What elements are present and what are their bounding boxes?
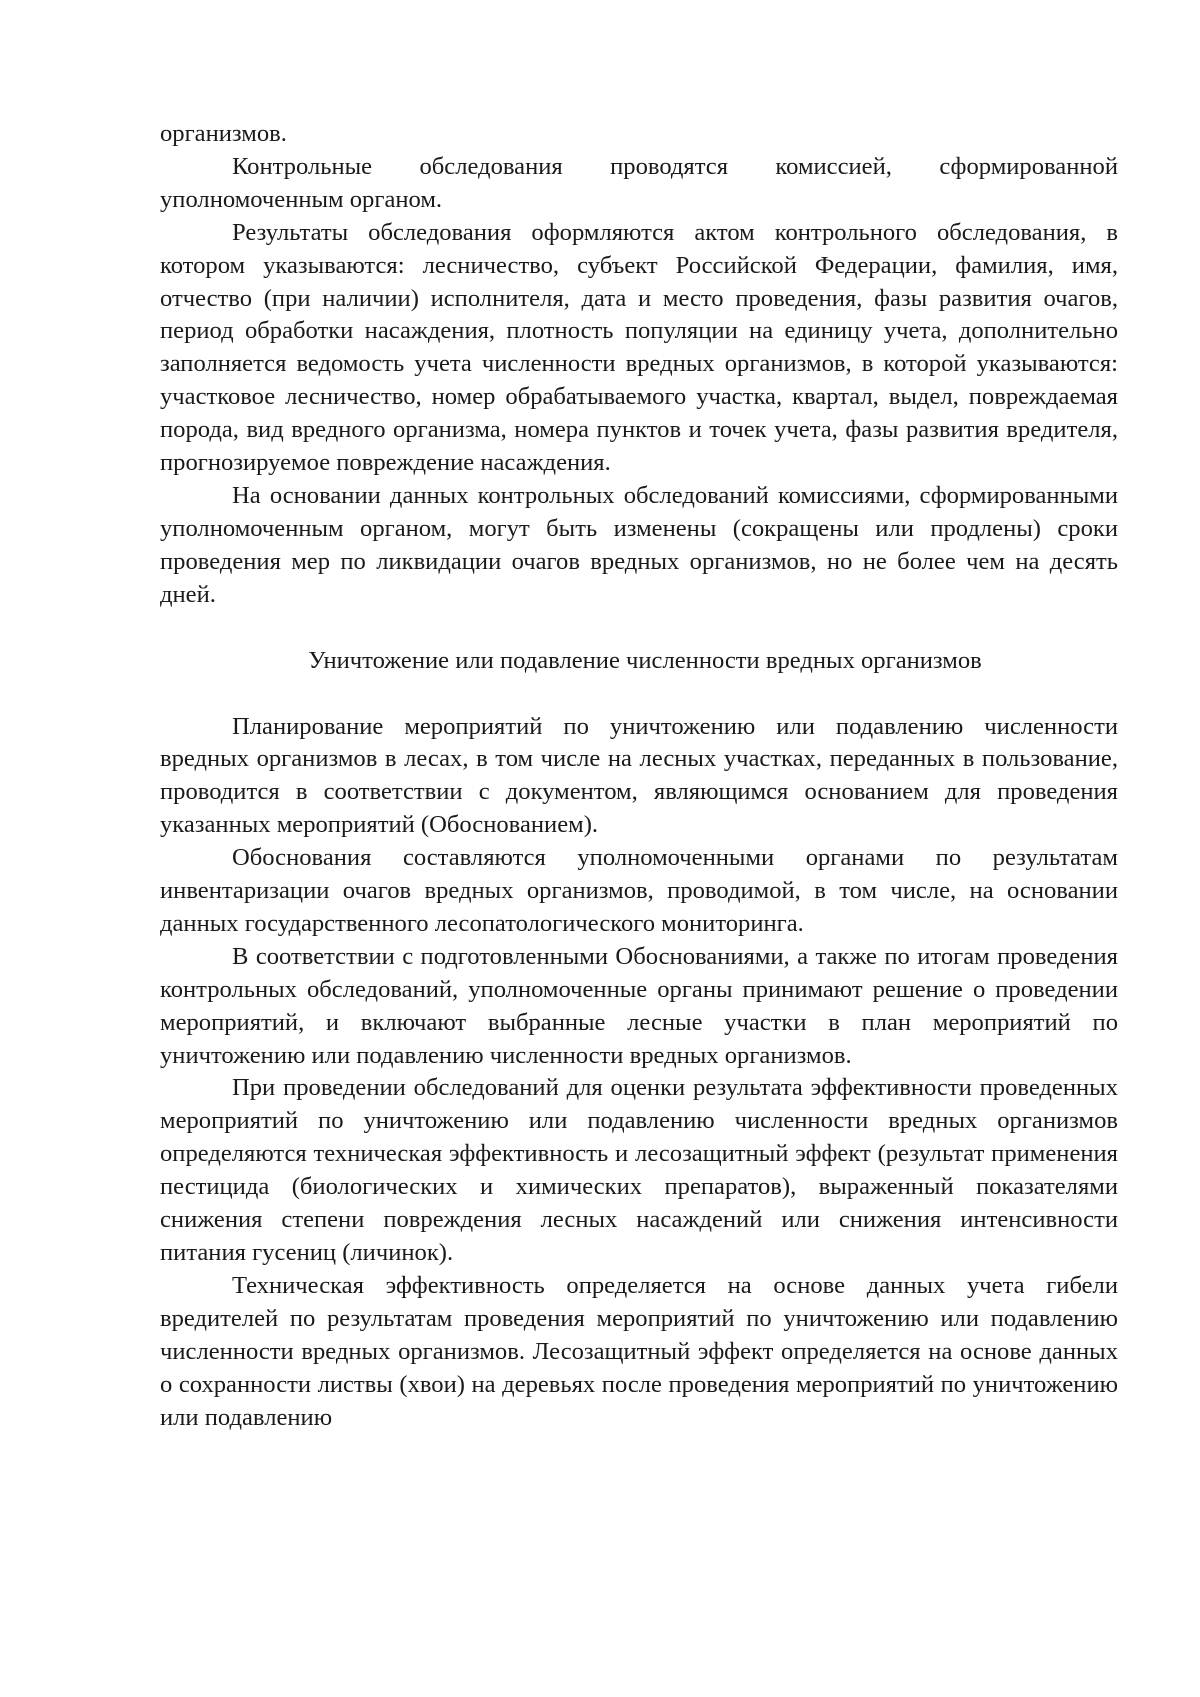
document-body bbox=[160, 118, 1118, 1434]
paragraph-deadline-changes: На основании данных контрольных обследований комиссиями, сформированными уполномоченным органом, могут быть изменены (сокращены или продлены) сроки проведения мер по ликвидации очагов вредных организмов, но не более чем на десять дней. bbox=[160, 481, 1118, 608]
paragraph-justifications: Обоснования составляются уполномоченными органами по результатам инвентаризации очагов вредных организмов, проводимой, в том числе, на основании данных государственного лесопатологического мониторинга. bbox=[160, 844, 1118, 937]
section-heading: Уничтожение или подавление численности вредных организмов bbox=[308, 646, 982, 674]
paragraph-planning: Планирование мероприятий по уничтожению или подавлению численности вредных организмов в лесах, в том числе на лесных участках, переданных в пользование, проводится в соответствии с документом, являющимся основанием для проведения указанных мероприятий (Обоснованием). bbox=[160, 712, 1118, 839]
paragraph-control-surveys: Контрольные обследования проводятся комиссией, сформированной уполномоченным органом. bbox=[160, 152, 1118, 213]
paragraph-continuation: организмов. bbox=[160, 120, 287, 147]
paragraph-survey-results: Результаты обследования оформляются актом контрольного обследования, в котором указываются: лесничество, субъект Российской Федерации, фамилия, имя, отчество (при наличии) исполнителя, дата и место проведения, фазы развития очагов, период обработки насаждения, плотность популяции на единицу учета, дополнительно заполняется ведомость учета численности вредных организмов, в которой указываются: участковое лесничество, номер обрабатываемого участка, квартал, выдел, повреждаемая порода, вид вредного организма, номера пунктов и точек учета, фазы развития вредителя, прогнозируемое повреждение насаждения. bbox=[160, 218, 1118, 477]
paragraph-effectiveness: При проведении обследований для оценки результата эффективности проведенных мероприятий по уничтожению или подавлению численности вредных организмов определяются техническая эффективность и лесозащитный эффект (результат применения пестицида (биологических и химических препаратов), выраженный показателями снижения степени повреждения лесных насаждений или снижения интенсивности питания гусениц (личинок). bbox=[160, 1074, 1118, 1266]
paragraph-technical-effectiveness: Техническая эффективность определяется на основе данных учета гибели вредителей по результатам проведения мероприятий по уничтожению или подавлению численности вредных организмов. Лесозащитный эффект определяется на основе данных о сохранности листвы (хвои) на деревьях после проведения мероприятий по уничтожению или подавлению bbox=[160, 1271, 1118, 1431]
paragraph-decision: В соответствии с подготовленными Обоснованиями, а также по итогам проведения контрольных обследований, уполномоченные органы принимают решение о проведении мероприятий, и включают выбранные лесные участки в план мероприятий по уничтожению или подавлению численности вредных организмов. bbox=[160, 942, 1118, 1069]
